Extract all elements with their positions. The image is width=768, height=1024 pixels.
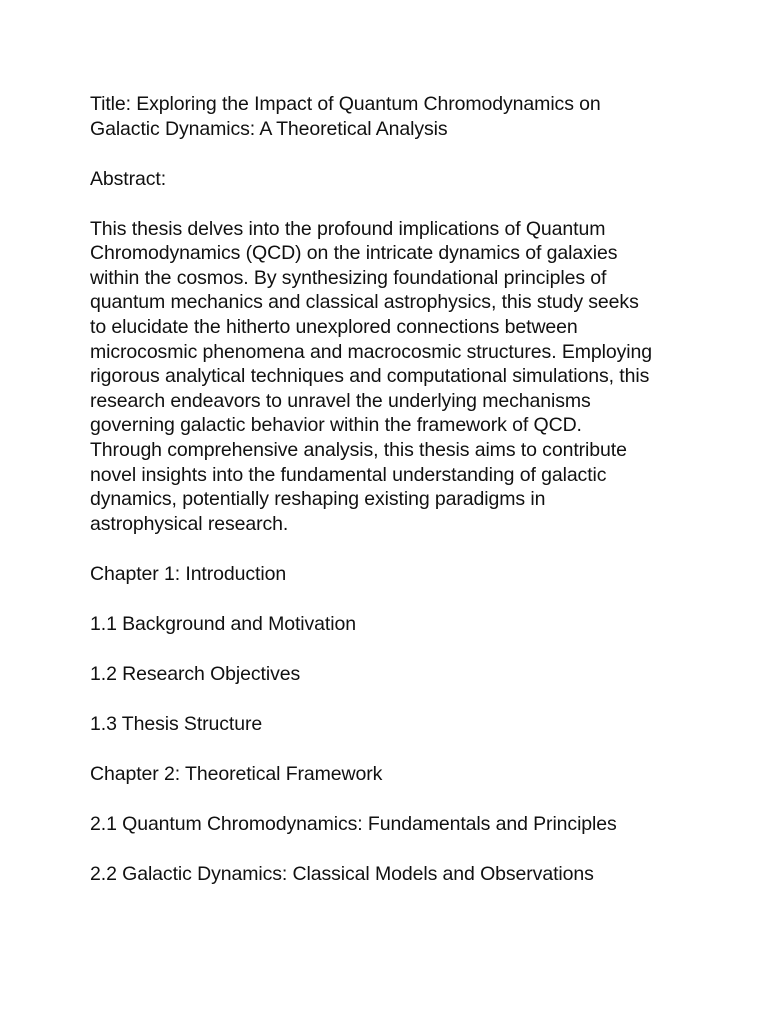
section-1-3-heading: 1.3 Thesis Structure — [90, 712, 263, 735]
section-2-2-heading: 2.2 Galactic Dynamics: Classical Models and Observations — [90, 862, 594, 885]
section-1-2-heading: 1.2 Research Objectives — [90, 662, 301, 685]
chapter-1-heading: Chapter 1: Introduction — [90, 562, 287, 585]
document-title: Title: Exploring the Impact of Quantum Chromodynamics on Galactic Dynamics: A Theoretical Analysis — [90, 93, 601, 140]
abstract-heading: Abstract: — [90, 167, 167, 190]
chapter-2-heading: Chapter 2: Theoretical Framework — [90, 762, 383, 785]
abstract-text: This thesis delves into the profound implications of Quantum Chromodynamics (QCD) on the intricate dynamics of galaxies within the cosmos. By synthesizing foundational principles of quantum mechanics and classical astrophysics, this study seeks to elucidate the hitherto unexplored connections between microcosmic phenomena and macrocosmic structures. Employing rigorous analytical techniques and computational simulations, this research endeavors to unravel the underlying mechanisms governing galactic behavior within the framework of QCD. Through comprehensive analysis, this thesis aims to contribute novel insights into the fundamental understanding of galactic dynamics, potentially reshaping existing paradigms in astrophysical research. — [90, 217, 652, 535]
section-1-1-heading: 1.1 Background and Motivation — [90, 612, 356, 635]
section-2-1-heading: 2.1 Quantum Chromodynamics: Fundamentals and Principles — [90, 812, 617, 835]
document-page — [90, 92, 690, 912]
